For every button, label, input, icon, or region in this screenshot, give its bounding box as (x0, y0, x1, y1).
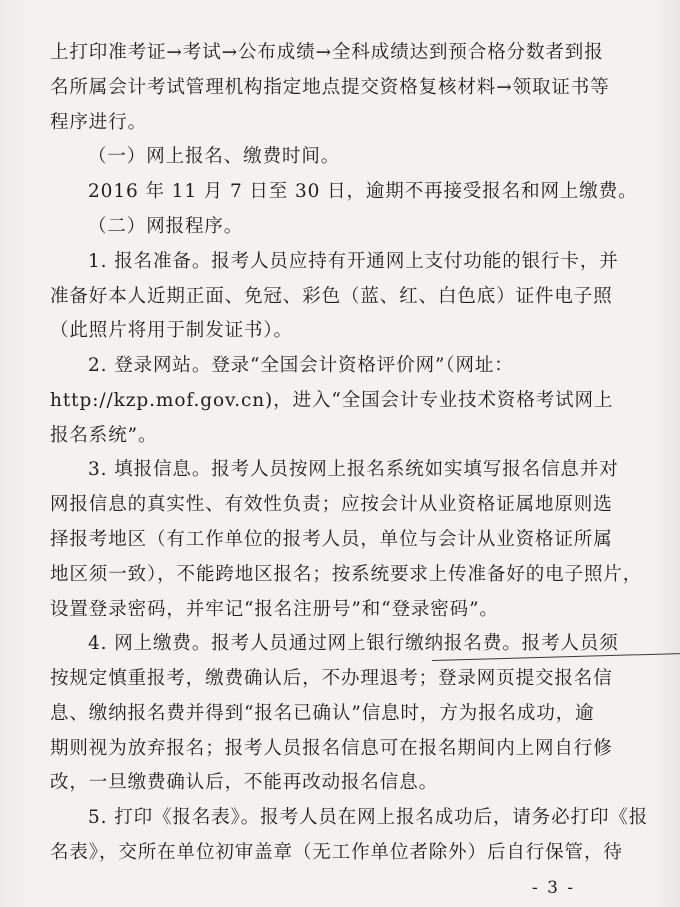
text-line-24: 名表》，交所在单位初审盖章（无工作单位者除外）后自行保管，待 (50, 842, 623, 863)
text-line-2: 名所属会计考试管理机构指定地点提交资格复核材料→领取证书等 (50, 76, 610, 98)
text-line-15: 择报考地区（有工作单位的报考人员，单位与会计从业资格证所属 (50, 529, 613, 550)
text-line-19: 按规定慎重报考，缴费确认后，不办理退考；登录网页提交报名信 (50, 668, 613, 690)
text-line-11: http://kzp.mof.gov.cn)，进入“全国会计专业技术资格考试网上 (50, 389, 614, 411)
section-heading-2: （二）网报程序。 (88, 215, 244, 237)
text-line-7: 1. 报名准备。报考人员应持有开通网上支付功能的银行卡，并 (88, 250, 619, 272)
section-heading-1: （一）网上报名、缴费时间。 (88, 146, 341, 168)
text-line-9: （此照片将用于制发证书）。 (50, 320, 293, 342)
text-line-22: 改，一旦缴费确认后，不能再改动报名信息。 (50, 772, 439, 794)
text-line-14: 网报信息的真实性、有效性负责；应按会计从业资格证属地原则选 (50, 494, 613, 516)
text-line-13: 3. 填报信息。报考人员按网上报名系统如实填写报名信息并对 (88, 459, 619, 481)
text-line-17: 设置登录密码，并牢记“报名注册号”和“登录密码”。 (50, 598, 499, 620)
text-line-18: 4. 网上缴费。报考人员通过网上银行缴纳报名费。报考人员须 (88, 633, 619, 655)
page-number: - 3 - (532, 878, 576, 898)
text-line-12: 报名系统”。 (50, 424, 158, 446)
text-line-21: 期则视为放弃报名；报考人员报名信息可在报名期间内上网自行修 (50, 737, 613, 759)
text-line-5: 2016 年 11 月 7 日至 30 日，逾期不再接受报名和网上缴费。 (88, 181, 638, 203)
text-line-10: 2. 登录网站。登录“全国会计资格评价网”（网址： (88, 355, 514, 376)
text-line-8: 准备好本人近期正面、免冠、彩色（蓝、红、白色底）证件电子照 (50, 285, 613, 307)
text-line-16: 地区须一致），不能跨地区报名；按系统要求上传准备好的电子照片， (50, 563, 643, 585)
text-line-20: 息、缴纳报名费并得到“报名已确认”信息时，方为报名成功，逾 (50, 702, 595, 724)
text-line-3: 程序进行。 (50, 111, 148, 133)
text-line-23: 5. 打印《报名表》。报考人员在网上报名成功后，请务必打印《报 (88, 807, 649, 829)
text-line-1: 上打印准考证→考试→公布成绩→全科成绩达到预合格分数者到报 (50, 42, 604, 63)
